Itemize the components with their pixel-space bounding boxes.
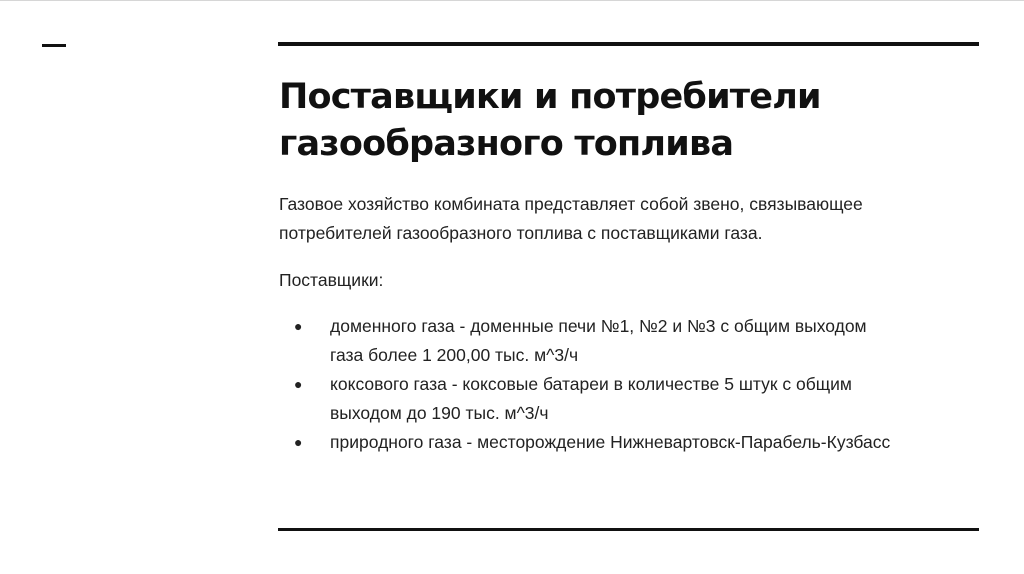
supplier-text-line-1: доменного газа - доменные печи №1, №2 и №3 с общим выходом: [330, 316, 867, 336]
supplier-list: [279, 312, 979, 457]
list-item: [279, 370, 979, 428]
slide-title: [279, 74, 959, 168]
list-item: [279, 312, 979, 370]
intro-line-2: потребителей газообразного топлива с поставщиками газа.: [279, 223, 763, 243]
top-divider: [278, 42, 979, 46]
title-line-2: газообразного топлива: [279, 124, 734, 164]
title-line-1: Поставщики и потребители: [279, 77, 821, 117]
bullet-icon: ●: [294, 434, 303, 450]
supplier-text-line-1: коксового газа - коксовые батареи в количестве 5 штук с общим: [330, 374, 852, 394]
slide-top-border: [0, 0, 1024, 1]
supplier-text-line-1: природного газа - месторождение Нижневартовск-Парабель-Кузбасс: [330, 432, 891, 452]
intro-line-1: Газовое хозяйство комбината представляет собой звено, связывающее: [279, 194, 863, 214]
supplier-text-line-2: выходом до 190 тыс. м^3/ч: [330, 403, 549, 423]
bullet-icon: ●: [294, 318, 303, 334]
bullet-icon: ●: [294, 376, 303, 392]
supplier-text-line-2: газа более 1 200,00 тыс. м^3/ч: [330, 345, 579, 365]
intro-paragraph: [279, 190, 979, 248]
corner-dash: [42, 44, 66, 47]
bottom-divider: [278, 528, 979, 531]
list-item: [279, 428, 979, 457]
suppliers-label: Поставщики:: [279, 270, 384, 290]
